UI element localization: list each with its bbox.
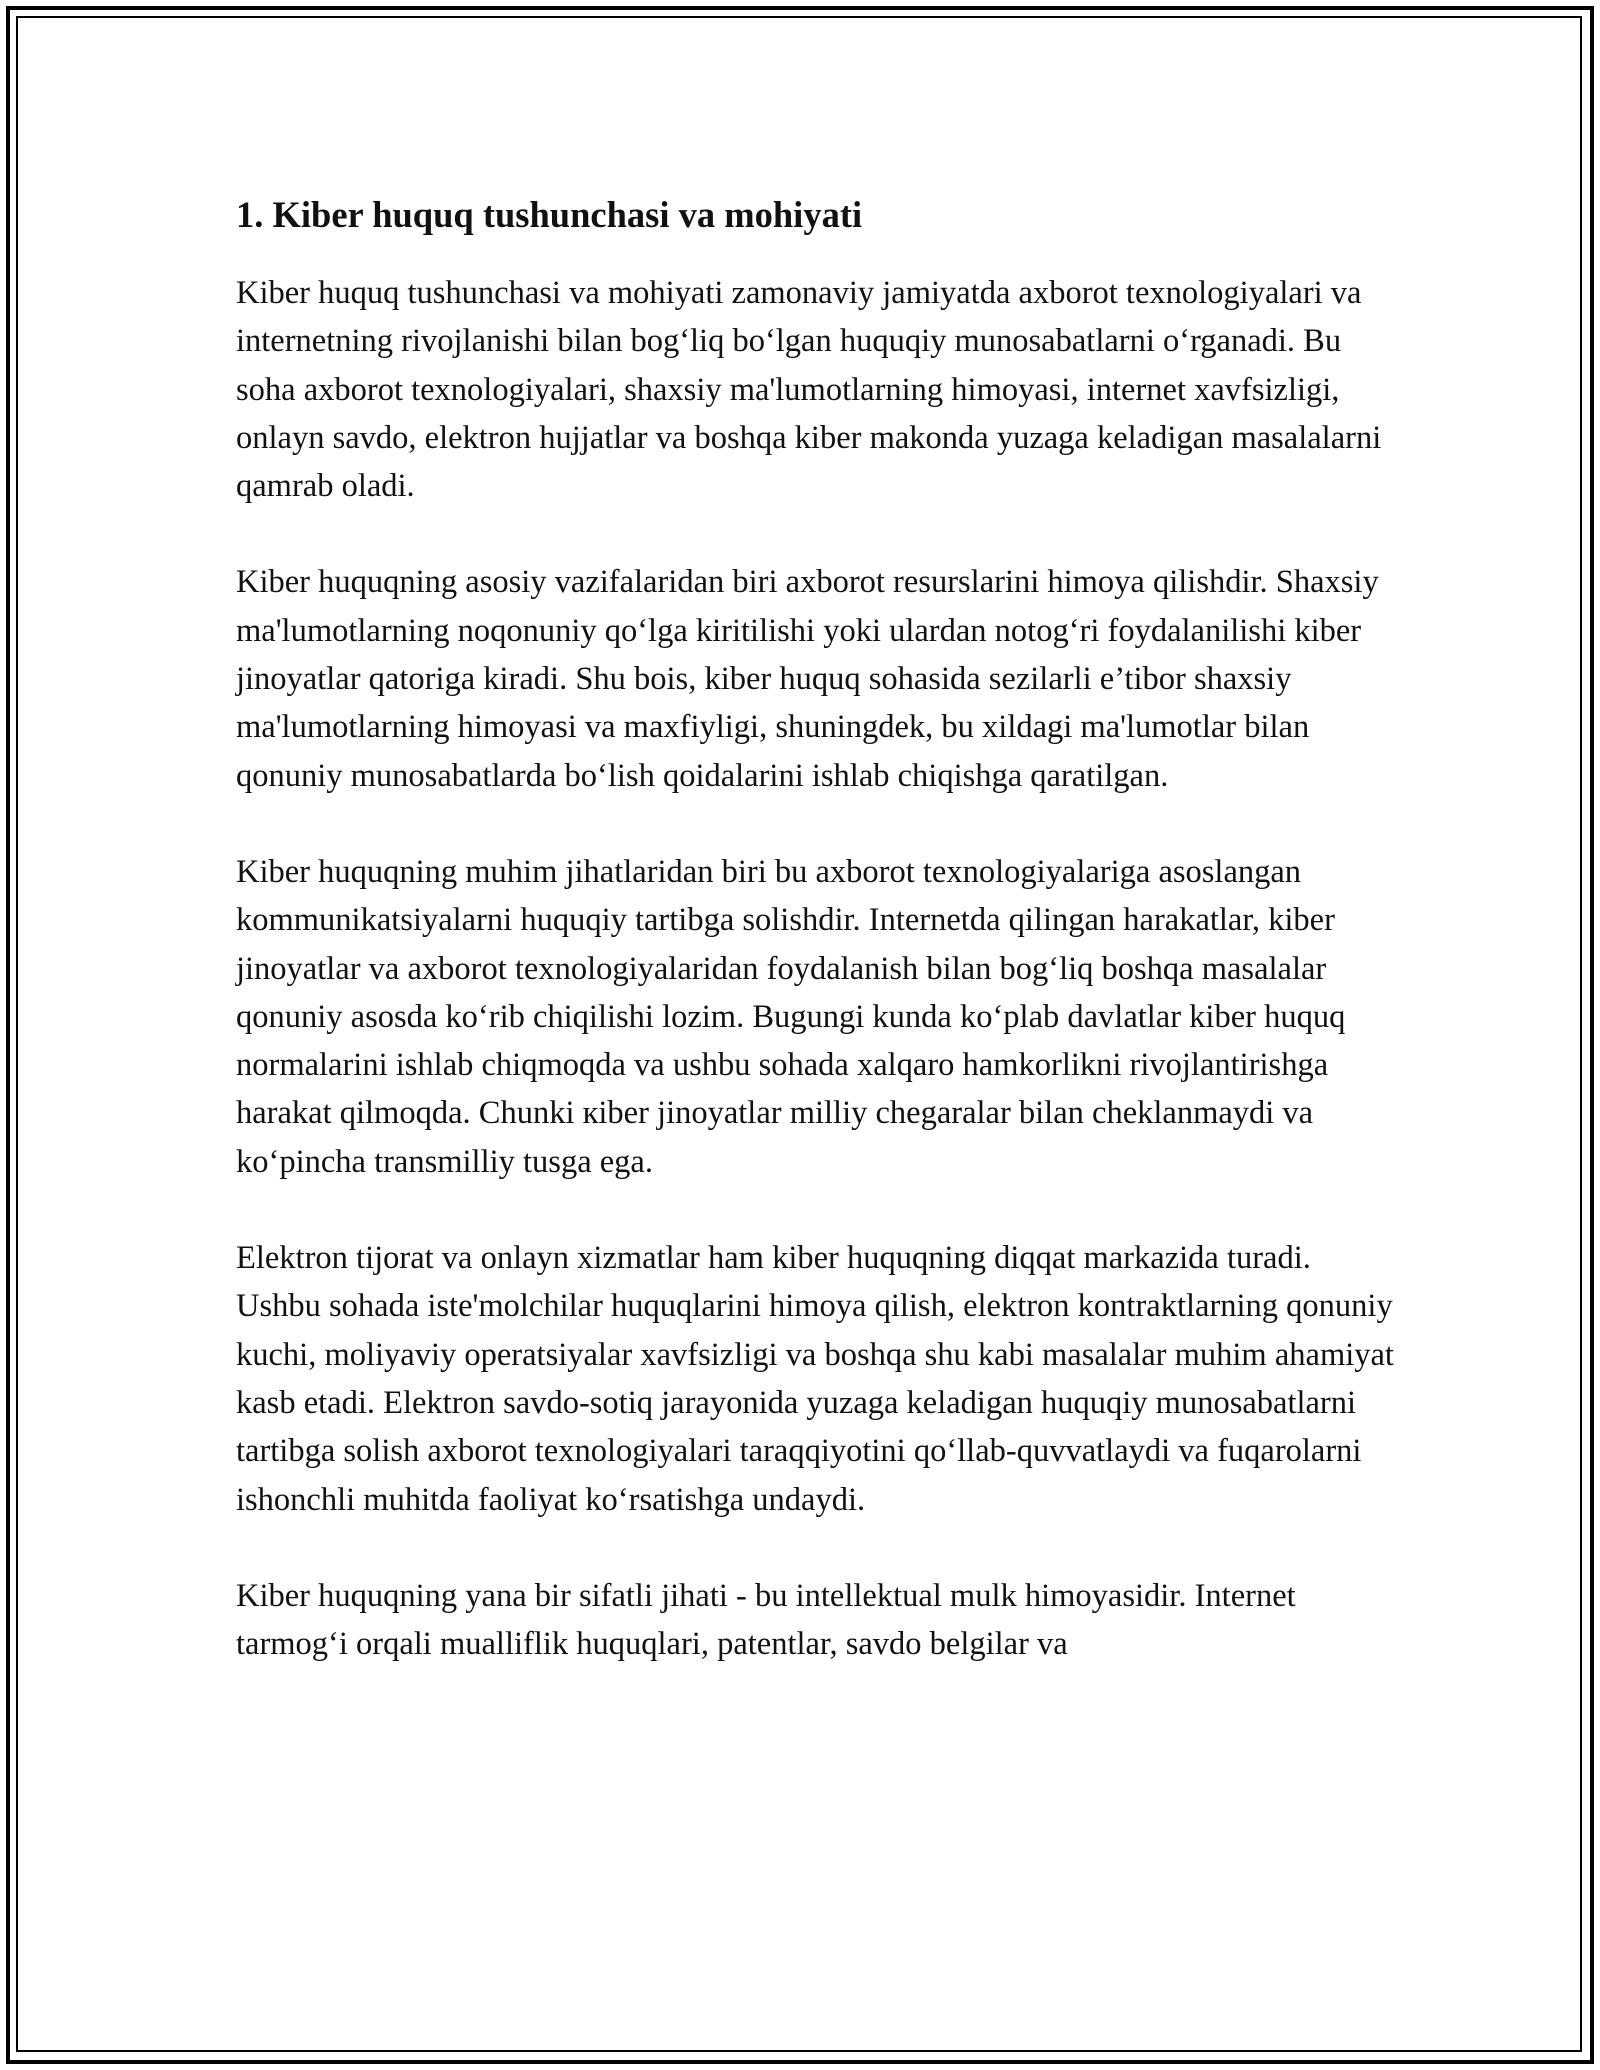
document-body (236, 189, 1396, 1716)
section-heading: 1. Kiber huquq tushunchasi va mohiyati (236, 194, 863, 235)
paragraph-4: Elektron tijorat va onlayn xizmatlar ham kiber huquqning diqqat markazida turadi. Ushbu sohada iste'molchilar huquqlarini himoya qilish, elektron kontraktlarning qonuniy kuchi, moliyaviy operatsiyalar xavfsizligi va boshqa shu kabi masalalar muhim ahamiyat kasb etadi. Elektron savdo-sotiq jarayonida yuzaga keladigan huquqiy munosabatlarni tartibga solish axborot texnologiyalari taraqqiyotini qo‘llab-quvvatlaydi va fuqarolarni ishonchli muhitda faoliyat ko‘rsatishga undaydi. (236, 1240, 1394, 1518)
paragraph-3: Kiber huquqning muhim jihatlaridan biri bu axborot texnologiyalariga asoslangan kommunikatsiyalarni huquqiy tartibga solishdir. Internetda qilingan harakatlar, kiber jinoyatlar va axborot texnologiyalaridan foydalanish bilan bog‘liq boshqa masalalar qonuniy asosda ko‘rib chiqilishi lozim. Bugungi kunda ko‘plab davlatlar kiber huquq normalarini ishlab chiqmoqda va ushbu sohada xalqaro hamkorlikni rivojlantirishga harakat qilmoqda. Chunki кiber jinoyatlar milliy chegaralar bilan cheklanmaydi va ko‘pincha transmilliy tusga ega. (236, 853, 1346, 1180)
paragraph-2: Kiber huquqning asosiy vazifalaridan biri axborot resurslarini himoya qilishdir. Shaxsiy ma'lumotlarning noqonuniy qo‘lga kiritilishi yoki ulardan notog‘ri foydalanilishi kiber jinoyatlar qatoriga kiradi. Shu bois, kiber huquq sohasida sezilarli e’tibor shaxsiy ma'lumotlarning himoyasi va maxfiyligi, shuningdek, bu xildagi ma'lumotlar bilan qonuniy munosabatlarda bo‘lish qoidalarini ishlab chiqishga qaratilgan. (236, 564, 1379, 794)
paragraph-5: Kiber huquqning yana bir sifatli jihati - bu intellektual mulk himoyasidir. Internet tarmog‘i orqali mualliflik huquqlari, patentlar, savdo belgilar va (236, 1577, 1296, 1663)
paragraph-1: Kiber huquq tushunchasi va mohiyati zamonaviy jamiyatda axborot texnologiyalari va internetning rivojlanishi bilan bog‘liq bo‘lgan huquqiy munosabatlarni o‘rganadi. Bu soha axborot texnologiyalari, shaxsiy ma'lumotlarning himoyasi, internet xavfsizligi, onlayn savdo, elektron hujjatlar va boshqa kiber makonda yuzaga keladigan masalalarni qamrab oladi. (236, 275, 1382, 505)
